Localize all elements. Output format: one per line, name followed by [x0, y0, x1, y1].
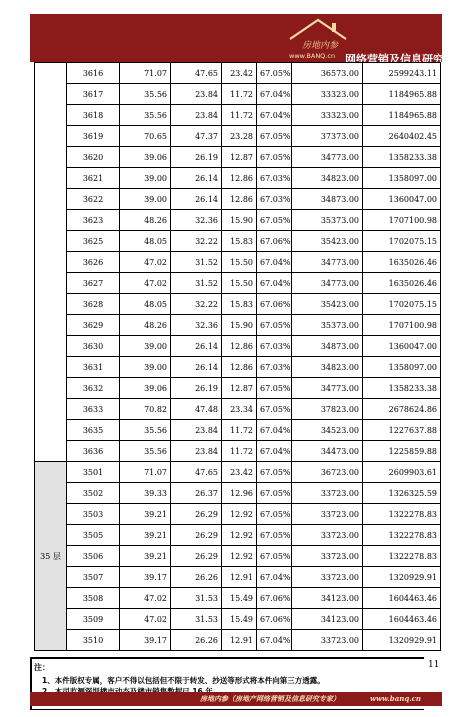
inner-area-cell: 26.19: [171, 378, 222, 399]
ratio-cell: 67.05%: [257, 378, 292, 399]
inner-area-cell: 26.37: [171, 483, 222, 504]
table-row: [35, 441, 441, 462]
room-number-cell: 3635: [67, 420, 120, 441]
inner-area-cell: 26.14: [171, 357, 222, 378]
table-row: [35, 147, 441, 168]
ratio-cell: 67.04%: [257, 105, 292, 126]
room-number-cell: 3616: [67, 63, 120, 84]
shared-area-cell: 11.72: [222, 420, 257, 441]
table-row: [35, 567, 441, 588]
table-row: [35, 231, 441, 252]
ratio-cell: 67.05%: [257, 546, 292, 567]
room-number-cell: 3620: [67, 147, 120, 168]
total-price-cell: 2678624.86: [363, 399, 441, 420]
ratio-cell: 67.04%: [257, 84, 292, 105]
total-price-cell: 1635026.46: [363, 273, 441, 294]
shared-area-cell: 12.92: [222, 504, 257, 525]
total-price-cell: 1358233.38: [363, 147, 441, 168]
total-price-cell: 1358233.38: [363, 378, 441, 399]
table-row: [35, 399, 441, 420]
unit-price-cell: 34773.00: [292, 273, 363, 294]
unit-price-cell: 35423.00: [292, 231, 363, 252]
unit-price-cell: 33723.00: [292, 483, 363, 504]
shared-area-cell: 11.72: [222, 441, 257, 462]
room-number-cell: 3628: [67, 294, 120, 315]
shared-area-cell: 12.86: [222, 168, 257, 189]
total-price-cell: 1326325.59: [363, 483, 441, 504]
unit-price-cell: 34773.00: [292, 147, 363, 168]
ratio-cell: 67.04%: [257, 252, 292, 273]
ratio-cell: 67.05%: [257, 63, 292, 84]
total-price-cell: 1225859.88: [363, 441, 441, 462]
area-cell: 35.56: [120, 84, 171, 105]
shared-area-cell: 15.90: [222, 210, 257, 231]
unit-price-cell: 34823.00: [292, 357, 363, 378]
shared-area-cell: 12.87: [222, 378, 257, 399]
table-row: [35, 189, 441, 210]
inner-area-cell: 31.52: [171, 252, 222, 273]
shared-area-cell: 11.72: [222, 105, 257, 126]
inner-area-cell: 23.84: [171, 84, 222, 105]
floor-cell: [35, 63, 67, 462]
total-price-cell: 1358097.00: [363, 357, 441, 378]
total-price-cell: 1604463.46: [363, 588, 441, 609]
table-row: [35, 378, 441, 399]
room-number-cell: 3503: [67, 504, 120, 525]
total-price-cell: 2599243.11: [363, 63, 441, 84]
area-cell: 71.07: [120, 462, 171, 483]
room-number-cell: 3617: [67, 84, 120, 105]
room-number-cell: 3636: [67, 441, 120, 462]
total-price-cell: 1702075.15: [363, 231, 441, 252]
total-price-cell: 1184965.88: [363, 84, 441, 105]
notes-heading: 注：: [34, 663, 50, 672]
area-cell: 48.26: [120, 315, 171, 336]
unit-price-cell: 34773.00: [292, 378, 363, 399]
room-number-cell: 3623: [67, 210, 120, 231]
room-number-cell: 3510: [67, 630, 120, 651]
unit-price-cell: 34123.00: [292, 609, 363, 630]
ratio-cell: 67.04%: [257, 630, 292, 651]
table-body: [35, 63, 441, 651]
unit-price-table: [34, 62, 441, 651]
total-price-cell: 1184965.88: [363, 105, 441, 126]
unit-price-cell: 36723.00: [292, 462, 363, 483]
table-row: [35, 84, 441, 105]
shared-area-cell: 23.42: [222, 462, 257, 483]
area-cell: 35.56: [120, 420, 171, 441]
ratio-cell: 67.03%: [257, 336, 292, 357]
unit-price-cell: 34773.00: [292, 252, 363, 273]
room-number-cell: 3507: [67, 567, 120, 588]
total-price-cell: 1707100.98: [363, 210, 441, 231]
table-row: [35, 63, 441, 84]
shared-area-cell: 23.34: [222, 399, 257, 420]
ratio-cell: 67.04%: [257, 273, 292, 294]
total-price-cell: 1702075.15: [363, 294, 441, 315]
room-number-cell: 3505: [67, 525, 120, 546]
shared-area-cell: 11.72: [222, 84, 257, 105]
area-cell: 39.21: [120, 504, 171, 525]
unit-price-cell: 33723.00: [292, 504, 363, 525]
unit-price-cell: 35373.00: [292, 210, 363, 231]
area-cell: 47.02: [120, 588, 171, 609]
area-cell: 39.17: [120, 567, 171, 588]
room-number-cell: 3621: [67, 168, 120, 189]
note-copyright: 1、本件版权专属，客户不得以包括但不限于转发、抄送等形式将本件向第三方透露。: [42, 676, 325, 685]
footer-brand: 房地内参（房地产网络营销及信息研究专家）: [200, 694, 340, 703]
shared-area-cell: 15.49: [222, 588, 257, 609]
unit-price-cell: 33723.00: [292, 546, 363, 567]
ratio-cell: 67.05%: [257, 462, 292, 483]
area-cell: 35.56: [120, 105, 171, 126]
unit-price-cell: 37823.00: [292, 399, 363, 420]
inner-area-cell: 23.84: [171, 105, 222, 126]
inner-area-cell: 32.22: [171, 231, 222, 252]
table-row: [35, 105, 441, 126]
unit-price-cell: 34873.00: [292, 336, 363, 357]
table-row: [35, 336, 441, 357]
brand-tagline: 网络营销及信息研究专家: [345, 53, 466, 66]
table-row: [35, 294, 441, 315]
shared-area-cell: 15.50: [222, 273, 257, 294]
shared-area-cell: 15.90: [222, 315, 257, 336]
shared-area-cell: 12.86: [222, 189, 257, 210]
ratio-cell: 67.03%: [257, 168, 292, 189]
table-row: [35, 210, 441, 231]
footer-url: www.banq.cn: [370, 694, 422, 703]
unit-price-cell: 33323.00: [292, 105, 363, 126]
page-number: 11: [428, 660, 440, 670]
room-number-cell: 3626: [67, 252, 120, 273]
area-cell: 39.00: [120, 189, 171, 210]
total-price-cell: 2640402.45: [363, 126, 441, 147]
table-row: [35, 252, 441, 273]
brand-name: 房地内参: [302, 41, 339, 51]
table-row: [35, 168, 441, 189]
area-cell: 39.06: [120, 147, 171, 168]
table-row: [35, 357, 441, 378]
unit-price-cell: 34873.00: [292, 189, 363, 210]
total-price-cell: 1322278.83: [363, 525, 441, 546]
area-cell: 70.82: [120, 399, 171, 420]
ratio-cell: 67.06%: [257, 231, 292, 252]
inner-area-cell: 26.14: [171, 336, 222, 357]
inner-area-cell: 32.36: [171, 210, 222, 231]
inner-area-cell: 26.29: [171, 504, 222, 525]
unit-price-cell: 33723.00: [292, 525, 363, 546]
ratio-cell: 67.05%: [257, 315, 292, 336]
total-price-cell: 1360047.00: [363, 336, 441, 357]
unit-price-cell: 35423.00: [292, 294, 363, 315]
unit-price-cell: 34123.00: [292, 588, 363, 609]
ratio-cell: 67.05%: [257, 147, 292, 168]
area-cell: 48.05: [120, 231, 171, 252]
inner-area-cell: 47.37: [171, 126, 222, 147]
room-number-cell: 3622: [67, 189, 120, 210]
table-row: [35, 420, 441, 441]
shared-area-cell: 12.92: [222, 546, 257, 567]
room-number-cell: 3631: [67, 357, 120, 378]
table-row: [35, 609, 441, 630]
room-number-cell: 3632: [67, 378, 120, 399]
footer-bar: [30, 692, 442, 706]
area-cell: 39.17: [120, 630, 171, 651]
area-cell: 70.65: [120, 126, 171, 147]
shared-area-cell: 12.91: [222, 630, 257, 651]
inner-area-cell: 32.22: [171, 294, 222, 315]
ratio-cell: 67.03%: [257, 189, 292, 210]
inner-area-cell: 26.26: [171, 630, 222, 651]
ratio-cell: 67.05%: [257, 210, 292, 231]
room-number-cell: 3619: [67, 126, 120, 147]
ratio-cell: 67.05%: [257, 504, 292, 525]
area-cell: 35.56: [120, 441, 171, 462]
inner-area-cell: 26.26: [171, 567, 222, 588]
area-cell: 48.05: [120, 294, 171, 315]
shared-area-cell: 12.86: [222, 336, 257, 357]
brand-url: www.BANQ.cn: [289, 52, 336, 60]
inner-area-cell: 47.48: [171, 399, 222, 420]
ratio-cell: 67.04%: [257, 567, 292, 588]
unit-price-cell: 35373.00: [292, 315, 363, 336]
unit-price-cell: 37373.00: [292, 126, 363, 147]
area-cell: 39.00: [120, 357, 171, 378]
total-price-cell: 1227637.88: [363, 420, 441, 441]
inner-area-cell: 26.14: [171, 189, 222, 210]
total-price-cell: 1635026.46: [363, 252, 441, 273]
unit-price-cell: 34823.00: [292, 168, 363, 189]
shared-area-cell: 12.96: [222, 483, 257, 504]
unit-price-cell: 36573.00: [292, 63, 363, 84]
unit-price-cell: 34523.00: [292, 420, 363, 441]
room-number-cell: 3501: [67, 462, 120, 483]
total-price-cell: 1360047.00: [363, 189, 441, 210]
inner-area-cell: 31.53: [171, 588, 222, 609]
area-cell: 48.26: [120, 210, 171, 231]
shared-area-cell: 15.50: [222, 252, 257, 273]
inner-area-cell: 31.52: [171, 273, 222, 294]
unit-price-cell: 34473.00: [292, 441, 363, 462]
room-number-cell: 3630: [67, 336, 120, 357]
area-cell: 47.02: [120, 252, 171, 273]
total-price-cell: 1358097.00: [363, 168, 441, 189]
area-cell: 47.02: [120, 273, 171, 294]
room-number-cell: 3509: [67, 609, 120, 630]
area-cell: 39.06: [120, 378, 171, 399]
ratio-cell: 67.04%: [257, 441, 292, 462]
ratio-cell: 67.05%: [257, 399, 292, 420]
table-row: [35, 630, 441, 651]
area-cell: 39.33: [120, 483, 171, 504]
inner-area-cell: 26.14: [171, 168, 222, 189]
shared-area-cell: 15.49: [222, 609, 257, 630]
room-number-cell: 3506: [67, 546, 120, 567]
table-row: [35, 546, 441, 567]
area-cell: 39.21: [120, 525, 171, 546]
inner-area-cell: 23.84: [171, 420, 222, 441]
inner-area-cell: 23.84: [171, 441, 222, 462]
inner-area-cell: 47.65: [171, 462, 222, 483]
room-number-cell: 3618: [67, 105, 120, 126]
shared-area-cell: 12.91: [222, 567, 257, 588]
inner-area-cell: 26.29: [171, 525, 222, 546]
area-cell: 39.00: [120, 336, 171, 357]
ratio-cell: 67.06%: [257, 294, 292, 315]
table-row: [35, 462, 441, 483]
total-price-cell: 1707100.98: [363, 315, 441, 336]
header-banner: [30, 14, 466, 66]
area-cell: 47.02: [120, 609, 171, 630]
total-price-cell: 1320929.91: [363, 567, 441, 588]
table-row: [35, 504, 441, 525]
total-price-cell: 1322278.83: [363, 546, 441, 567]
room-number-cell: 3502: [67, 483, 120, 504]
inner-area-cell: 26.29: [171, 546, 222, 567]
table-row: [35, 483, 441, 504]
unit-price-cell: 33723.00: [292, 567, 363, 588]
total-price-cell: 2609903.61: [363, 462, 441, 483]
shared-area-cell: 12.87: [222, 147, 257, 168]
shared-area-cell: 23.42: [222, 63, 257, 84]
table-row: [35, 315, 441, 336]
table-row: [35, 126, 441, 147]
shared-area-cell: 15.83: [222, 294, 257, 315]
table-row: [35, 525, 441, 546]
inner-area-cell: 26.19: [171, 147, 222, 168]
area-cell: 39.21: [120, 546, 171, 567]
ratio-cell: 67.05%: [257, 525, 292, 546]
unit-price-cell: 33323.00: [292, 84, 363, 105]
ratio-cell: 67.06%: [257, 588, 292, 609]
shared-area-cell: 12.86: [222, 357, 257, 378]
room-number-cell: 3508: [67, 588, 120, 609]
inner-area-cell: 32.36: [171, 315, 222, 336]
table-row: [35, 588, 441, 609]
shared-area-cell: 23.28: [222, 126, 257, 147]
ratio-cell: 67.05%: [257, 483, 292, 504]
inner-area-cell: 31.53: [171, 609, 222, 630]
shared-area-cell: 12.92: [222, 525, 257, 546]
ratio-cell: 67.03%: [257, 357, 292, 378]
room-number-cell: 3625: [67, 231, 120, 252]
ratio-cell: 67.04%: [257, 420, 292, 441]
floor-cell: 35 层: [35, 462, 67, 651]
room-number-cell: 3629: [67, 315, 120, 336]
inner-area-cell: 47.65: [171, 63, 222, 84]
room-number-cell: 3633: [67, 399, 120, 420]
ratio-cell: 67.05%: [257, 126, 292, 147]
table-row: [35, 273, 441, 294]
total-price-cell: 1320929.91: [363, 630, 441, 651]
ratio-cell: 67.06%: [257, 609, 292, 630]
area-cell: 71.07: [120, 63, 171, 84]
total-price-cell: 1322278.83: [363, 504, 441, 525]
area-cell: 39.00: [120, 168, 171, 189]
total-price-cell: 1604463.46: [363, 609, 441, 630]
shared-area-cell: 15.83: [222, 231, 257, 252]
unit-price-cell: 33723.00: [292, 630, 363, 651]
room-number-cell: 3627: [67, 273, 120, 294]
